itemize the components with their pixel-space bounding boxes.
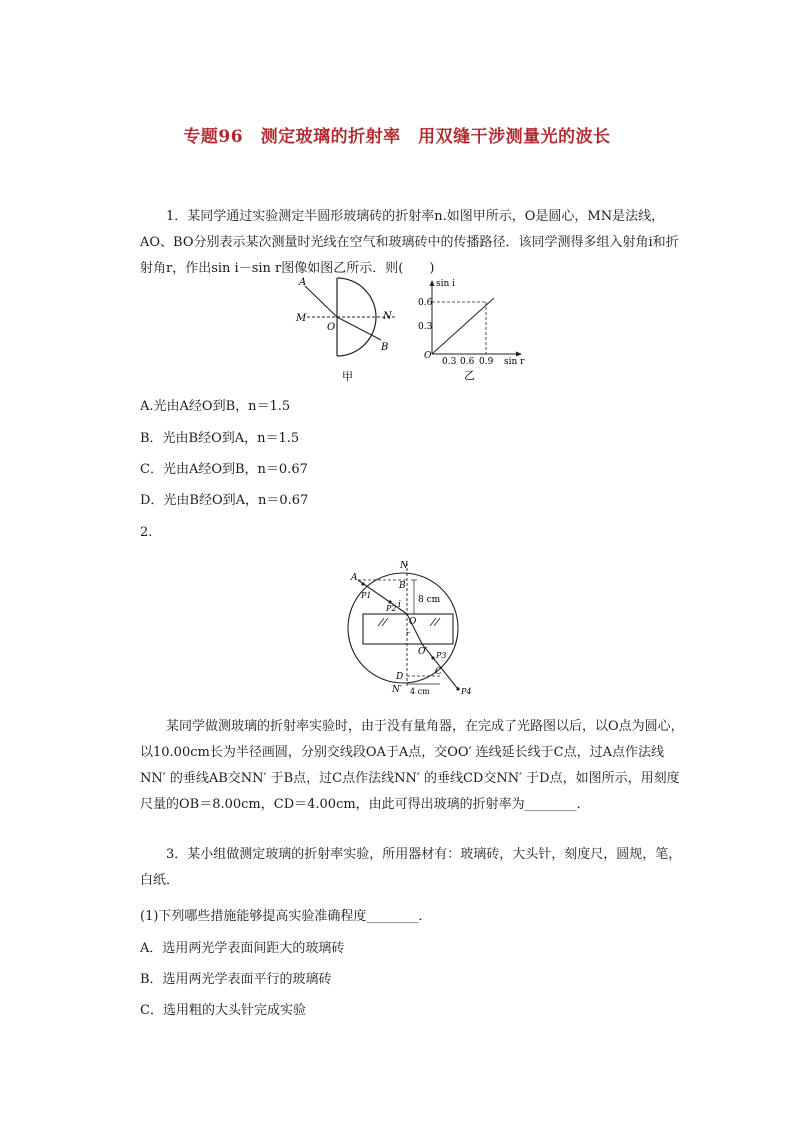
q2-label-d: D [396,672,404,682]
label-a: A [299,277,307,288]
q3-option-c: C．选用粗的大头针完成实验 [140,1003,306,1018]
q3-option-a: A．选用两光学表面间距大的玻璃砖 [140,941,345,956]
caption-yi: 乙 [464,369,475,382]
q2-label-a: A [351,573,358,583]
q2-label-o: O [409,617,417,627]
yi-ylabel: sin i [436,279,456,289]
q2-number: 2. [140,525,153,540]
q2-label-p4: P4 [461,687,472,696]
q1-option-a: A.光由A经O到B，n＝1.5 [140,399,291,414]
q2-text: 某同学做测玻璃的折射率实验时，由于没有量角器，在完成了光路图以后，以O点为圆心，以10.00cm长为半径画圆，分别交线段OA于A点，交OO′ 连线延长线于C点，过A点作法线NN′ 的垂线AB交NN′ 于B点，过C点作法线NN′ 的垂线CD交NN′ 于D点，如图所示，用刻度尺量的OB＝8.00cm，CD＝4.00cm，由此可得出玻璃的折射率为________． [140,719,684,812]
q1-figure-jia [285,268,405,388]
q2-figure [330,558,480,698]
label-m: M [296,313,307,324]
q3-sub1: (1)下列哪些措施能够提高实验准确程度________． [140,909,432,924]
q2-label-p1: P1 [361,591,372,600]
yi-ytick-03: 0.3 [418,322,433,332]
q1-stem: 1．某同学通过实验测定半圆形玻璃砖的折射率n.如图甲所示，O是圆心，MN是法线，AO、BO分别表示某次测量时光线在空气和玻璃砖中的传播路径．该同学测得多组入射角i和折射角r，作出sin i－sin r图像如图乙所示．则( ) [140,209,679,276]
caption-jia: 甲 [342,370,353,383]
label-n: N [383,311,392,322]
q2-label-b: B [399,581,406,591]
q1-option-b: B．光由B经O到A，n＝1.5 [140,431,300,446]
q2-dim-8cm: 8 cm [418,595,441,605]
q1-option-c: C．光由A经O到B，n＝0.67 [140,462,308,477]
yi-xlabel: sin r [504,357,525,367]
q1-figure-yi [418,276,538,382]
q2-label-i: i [398,600,401,610]
q2-dim-4cm: 4 cm [410,687,430,696]
yi-ytick-06: 0.6 [418,298,433,308]
q2-label-p3: P3 [436,651,447,660]
yi-origin: O [424,351,432,361]
q3-option-b: B．选用两光学表面平行的玻璃砖 [140,972,332,987]
label-b: B [381,342,389,353]
yi-xtick-09: 0.9 [479,357,494,367]
q2-label-n: N [400,561,408,571]
q2-label-n-prime: N′ [392,685,402,695]
label-o: O [327,322,336,333]
q2-label-o-prime: O′ [418,647,428,657]
page-title: 专题96 测定玻璃的折射率 用双缝干涉测量光的波长 [183,127,611,147]
yi-xtick-03: 0.3 [442,357,457,367]
q2-label-c: C [435,667,442,677]
q2-label-p2: P2 [386,604,397,613]
q2-label-r: r [406,630,410,638]
q1-option-d: D．光由B经O到A，n＝0.67 [140,493,309,508]
q3-stem: 3．某小组做测定玻璃的折射率实验，所用器材有：玻璃砖，大头针，刻度尺，圆规，笔，白纸． [140,847,682,888]
yi-xtick-06: 0.6 [460,357,475,367]
